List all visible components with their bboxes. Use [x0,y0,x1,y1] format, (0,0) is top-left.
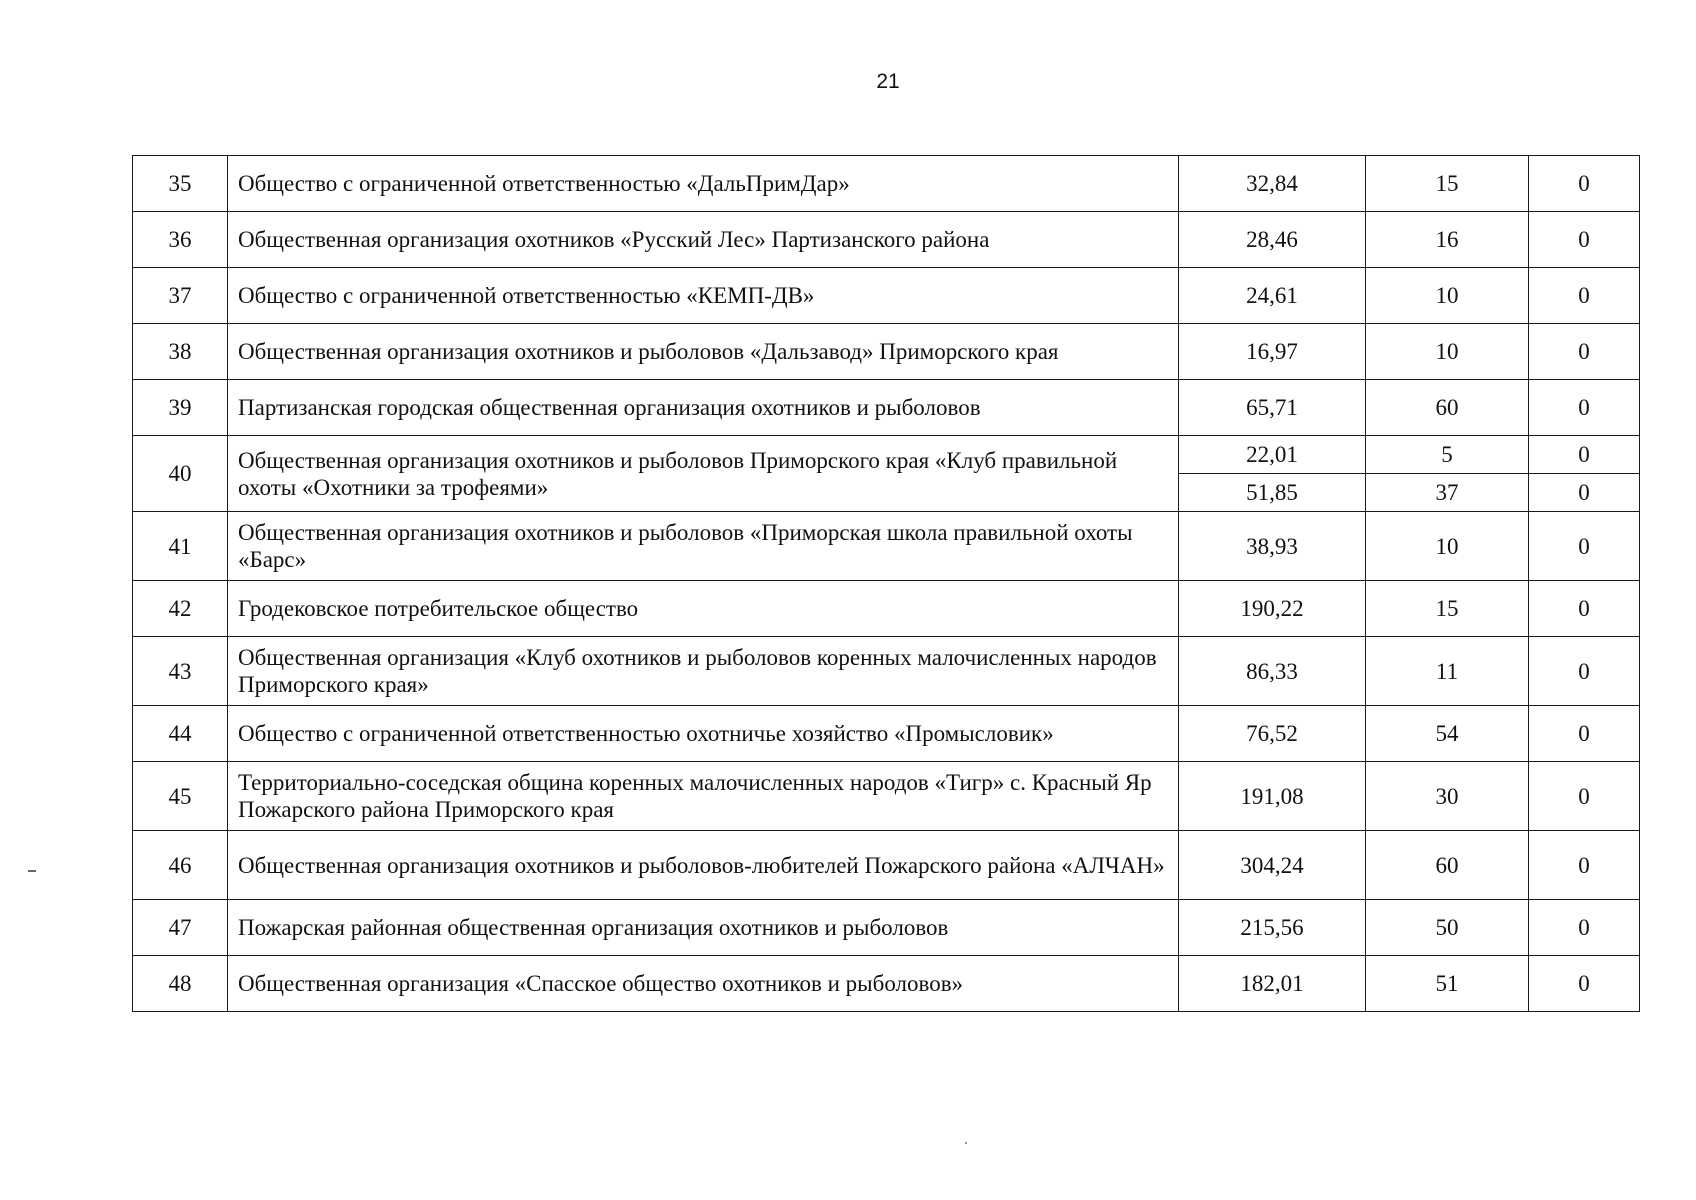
organization-name: Общественная организация охотников «Русский Лес» Партизанского района [228,212,1179,268]
zero-value: 0 [1529,581,1640,637]
area-value: 24,61 [1179,268,1366,324]
zero-value: 0 [1529,212,1640,268]
row-number: 45 [133,762,228,831]
organization-name: Общественная организация охотников и рыболовов-любителей Пожарского района «АЛЧАН» [228,831,1179,900]
organization-name: Общественная организация охотников и рыболовов «Дальзавод» Приморского края [228,324,1179,380]
table-row [133,512,1640,581]
area-value: 16,97 [1179,324,1366,380]
scan-artifact-dash [28,870,36,872]
count-value: 10 [1366,324,1529,380]
zero-value: 0 [1529,324,1640,380]
organization-name: Партизанская городская общественная организация охотников и рыболовов [228,380,1179,436]
area-value: 51,85 [1179,474,1366,512]
area-value: 76,52 [1179,706,1366,762]
row-number: 35 [133,156,228,212]
organization-name: Территориально-соседская община коренных малочисленных народов «Тигр» с. Красный Яр Пожарского района Приморского края [228,762,1179,831]
area-value: 191,08 [1179,762,1366,831]
count-value: 50 [1366,900,1529,956]
row-number: 46 [133,831,228,900]
count-value: 15 [1366,581,1529,637]
zero-value: 0 [1529,900,1640,956]
row-number: 37 [133,268,228,324]
area-value: 304,24 [1179,831,1366,900]
area-value: 28,46 [1179,212,1366,268]
zero-value: 0 [1529,380,1640,436]
table-row [133,706,1640,762]
count-value: 54 [1366,706,1529,762]
area-value: 32,84 [1179,156,1366,212]
count-value: 16 [1366,212,1529,268]
table-row [133,956,1640,1012]
row-number: 38 [133,324,228,380]
page-number: 21 [876,70,900,93]
table-row [133,762,1640,831]
table-row [133,212,1640,268]
area-value: 215,56 [1179,900,1366,956]
zero-value: 0 [1529,156,1640,212]
row-number: 40 [133,436,228,512]
zero-value: 0 [1529,956,1640,1012]
row-number: 41 [133,512,228,581]
organization-name: Общество с ограниченной ответственностью «КЕМП-ДВ» [228,268,1179,324]
count-value: 10 [1366,512,1529,581]
zero-value: 0 [1529,706,1640,762]
row-number: 47 [133,900,228,956]
area-value: 22,01 [1179,436,1366,474]
organization-name: Пожарская районная общественная организация охотников и рыболовов [228,900,1179,956]
scan-artifact-dot [965,1142,967,1144]
zero-value: 0 [1529,637,1640,706]
table-row [133,156,1640,212]
count-value: 30 [1366,762,1529,831]
table-row [133,380,1640,436]
row-number: 39 [133,380,228,436]
hunting-grounds-table [132,155,1640,1012]
count-value: 60 [1366,380,1529,436]
table-row [133,900,1640,956]
area-value: 86,33 [1179,637,1366,706]
count-value: 11 [1366,637,1529,706]
table-row [133,324,1640,380]
count-value: 10 [1366,268,1529,324]
area-value: 65,71 [1179,380,1366,436]
count-value: 60 [1366,831,1529,900]
table-row [133,268,1640,324]
count-value: 5 [1366,436,1529,474]
table-row [133,436,1640,474]
organization-name: Общественная организация охотников и рыболовов «Приморская школа правильной охоты «Барс» [228,512,1179,581]
zero-value: 0 [1529,512,1640,581]
table-row [133,831,1640,900]
count-value: 51 [1366,956,1529,1012]
table-row [133,581,1640,637]
row-number: 43 [133,637,228,706]
organization-name: Общественная организация охотников и рыболовов Приморского края «Клуб правильной охоты «Охотники за трофеями» [228,436,1179,512]
row-number: 48 [133,956,228,1012]
organization-name: Общественная организация «Спасское общество охотников и рыболовов» [228,956,1179,1012]
count-value: 37 [1366,474,1529,512]
area-value: 182,01 [1179,956,1366,1012]
zero-value: 0 [1529,436,1640,474]
zero-value: 0 [1529,474,1640,512]
area-value: 38,93 [1179,512,1366,581]
row-number: 44 [133,706,228,762]
zero-value: 0 [1529,762,1640,831]
table-row [133,637,1640,706]
organization-name: Общество с ограниченной ответственностью охотничье хозяйство «Промысловик» [228,706,1179,762]
count-value: 15 [1366,156,1529,212]
organization-name: Гродековское потребительское общество [228,581,1179,637]
area-value: 190,22 [1179,581,1366,637]
zero-value: 0 [1529,268,1640,324]
row-number: 42 [133,581,228,637]
zero-value: 0 [1529,831,1640,900]
row-number: 36 [133,212,228,268]
organization-name: Общество с ограниченной ответственностью «ДальПримДар» [228,156,1179,212]
organization-name: Общественная организация «Клуб охотников и рыболовов коренных малочисленных народов Приморского края» [228,637,1179,706]
